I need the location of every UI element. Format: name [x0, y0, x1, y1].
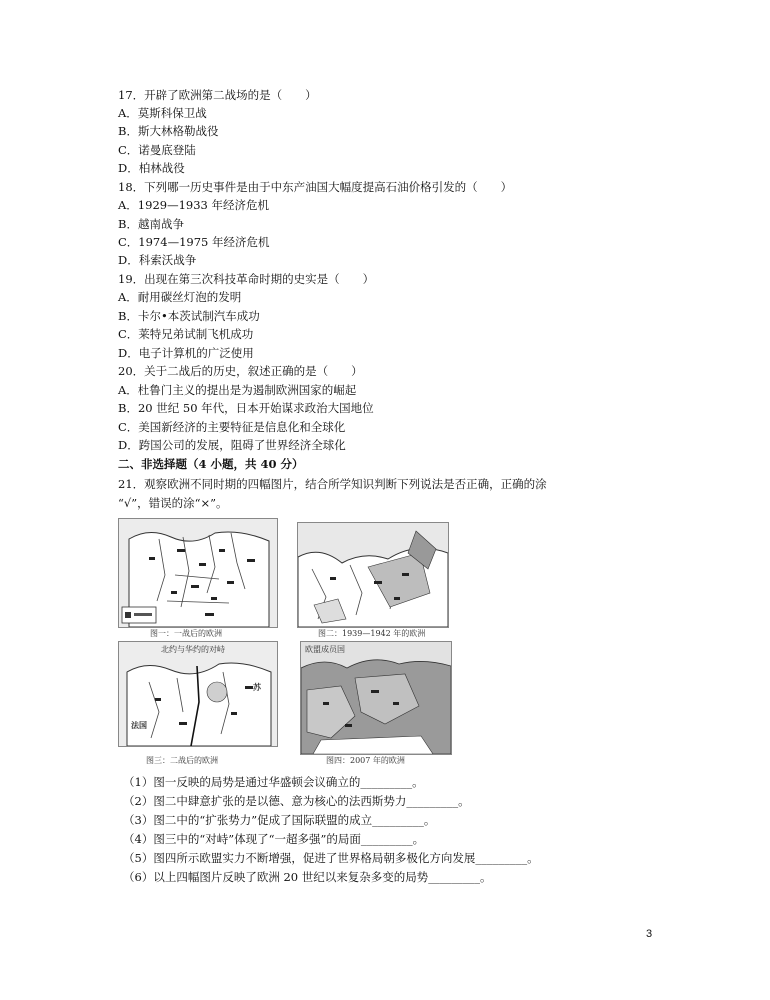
question-17-option-d: D．柏林战役 — [118, 161, 185, 175]
statement-3: （3）图二中的“扩张势力”促成了国际联盟的成立_________。 — [123, 813, 436, 827]
question-20-option-a: A．杜鲁门主义的提出是为遏制欧洲国家的崛起 — [118, 383, 357, 397]
map3-label-soviet: 苏 — [253, 682, 261, 692]
question-18-option-d: D．科索沃战争 — [118, 253, 197, 267]
question-20-option-d: D．跨国公司的发展，阻碍了世界经济全球化 — [118, 438, 346, 452]
question-21-stem-line1: 21．观察欧洲不同时期的四幅图片，结合所学知识判断下列说法是否正确，正确的涂 — [118, 477, 547, 491]
page-number: 3 — [646, 928, 653, 940]
question-19-option-c: C．莱特兄弟试制飞机成功 — [118, 327, 254, 341]
statement-1: （1）图一反映的局势是通过华盛顿会议确立的_________。 — [123, 775, 424, 789]
map3-title: 北约与华约的对峙 — [161, 645, 225, 654]
statement-2: （2）图二中肆意扩张的是以德、意为核心的法西斯势力_________。 — [123, 794, 470, 808]
map4-title: 欧盟成员国 — [305, 645, 345, 654]
question-18-option-a: A．1929—1933 年经济危机 — [118, 198, 269, 212]
question-18-stem: 18．下列哪一历史事件是由于中东产油国大幅度提高石油价格引发的（ ） — [118, 180, 513, 194]
map2-caption: 图二：1939—1942 年的欧洲 — [318, 629, 426, 638]
map3-caption: 图三：二战后的欧洲 — [146, 756, 218, 765]
question-20-stem: 20．关于二战后的历史，叙述正确的是（ ） — [118, 364, 363, 378]
question-21-stem-line2: “√”，错误的涂“×”。 — [118, 496, 228, 510]
question-19-stem: 19．出现在第三次科技革命时期的史实是（ ） — [118, 272, 375, 286]
map-europe-after-ww2 — [118, 641, 278, 747]
map-europe-after-ww1 — [118, 518, 278, 628]
map4-caption: 图四：2007 年的欧洲 — [326, 756, 405, 765]
map-europe-2007 — [300, 641, 452, 755]
map3-label-france: 法国 — [131, 720, 147, 730]
map1-caption: 图一：一战后的欧洲 — [150, 629, 222, 638]
question-18-option-b: B．越南战争 — [118, 217, 184, 231]
question-17-option-a: A．莫斯科保卫战 — [118, 106, 207, 120]
question-19-option-b: B．卡尔•本茨试制汽车成功 — [118, 309, 260, 323]
question-17-option-c: C．诺曼底登陆 — [118, 143, 196, 157]
question-20-option-c: C．美国新经济的主要特征是信息化和全球化 — [118, 420, 346, 434]
statement-6: （6）以上四幅图片反映了欧洲 20 世纪以来复杂多变的局势_________。 — [123, 870, 492, 884]
question-18-option-c: C．1974—1975 年经济危机 — [118, 235, 270, 249]
map-europe-1939-1942 — [297, 522, 449, 628]
statement-5: （5）图四所示欧盟实力不断增强，促进了世界格局朝多极化方向发展_________。 — [123, 851, 539, 865]
question-17-stem: 17．开辟了欧洲第二战场的是（ ） — [118, 88, 317, 102]
section-heading: 二、非选择题（4 小题，共 40 分） — [118, 457, 304, 471]
question-19-option-a: A．耐用碳丝灯泡的发明 — [118, 290, 242, 304]
question-20-option-b: B．20 世纪 50 年代，日本开始谋求政治大国地位 — [118, 401, 374, 415]
statement-4: （4）图三中的“对峙”体现了“一超多强”的局面_________。 — [123, 832, 425, 846]
question-19-option-d: D．电子计算机的广泛使用 — [118, 346, 254, 360]
question-17-option-b: B．斯大林格勒战役 — [118, 124, 219, 138]
